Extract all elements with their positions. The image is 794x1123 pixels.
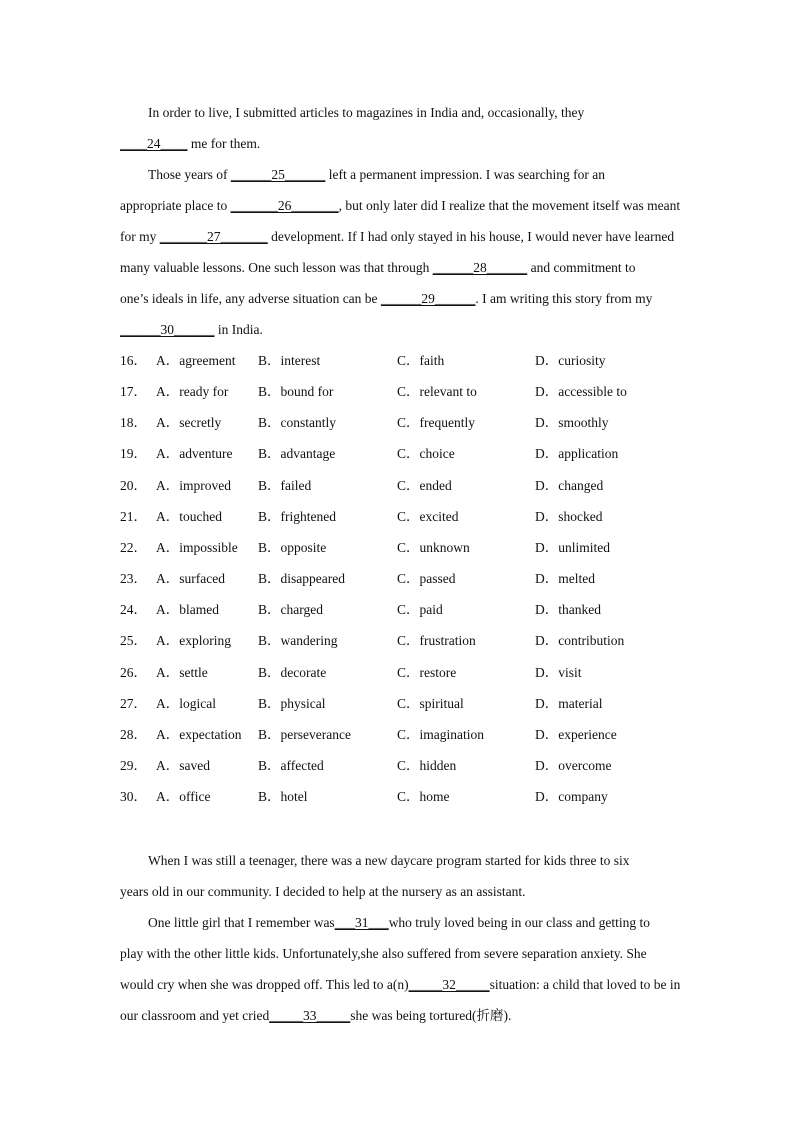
text-line [120,322,263,338]
text-line [120,198,680,214]
option-c: C．unknown [397,540,470,555]
option-b: B．affected [258,758,324,773]
option-c: C．passed [397,571,456,586]
question-number: 18． [120,415,147,430]
question-row [120,415,680,431]
answer-blank: ______28______ [432,260,528,275]
text-segment: and commitment to [527,260,636,275]
option-a: A．agreement [156,353,236,368]
question-row [120,571,680,587]
option-c: C．frustration [397,633,476,648]
question-number: 27． [120,696,147,711]
text-line [120,884,526,900]
question-number: 16． [120,353,147,368]
option-c: C．spiritual [397,696,464,711]
option-c: C．hidden [397,758,457,773]
text-line [148,853,630,869]
answer-blank: ______29______ [380,291,476,306]
option-a: A．settle [156,665,208,680]
option-b: B．failed [258,478,312,493]
option-d: D．company [535,789,608,804]
option-b: B．constantly [258,415,336,430]
text-line [120,291,652,307]
option-a: A．office [156,789,211,804]
option-d: D．unlimited [535,540,610,555]
text-segment: One little girl that I remember was [148,915,335,930]
text-segment: situation: a child that loved to be in [489,977,681,992]
option-a: A．expectation [156,727,242,742]
option-d: D．curiosity [535,353,606,368]
text-segment: in India. [214,322,263,337]
text-line [120,977,680,993]
question-row [120,696,680,712]
question-number: 30． [120,789,147,804]
answer-blank: ___31___ [334,915,389,930]
option-b: B．disappeared [258,571,345,586]
option-c: C．relevant to [397,384,477,399]
question-number: 28． [120,727,147,742]
answer-blank: _______26_______ [230,198,339,213]
question-row [120,540,680,556]
option-c: C．frequently [397,415,475,430]
question-number: 25． [120,633,147,648]
text-segment: When I was still a teenager, there was a new daycare program started for kids three to six [148,853,630,868]
text-segment: she was being tortured(折磨). [350,1008,512,1023]
option-b: B．wandering [258,633,338,648]
text-segment: would cry when she was dropped off. This led to a(n) [120,977,409,992]
text-segment: years old in our community. I decided to help at the nursery as an assistant. [120,884,526,899]
option-c: C．ended [397,478,452,493]
text-line [148,105,584,121]
option-d: D．overcome [535,758,612,773]
answer-blank: _______27_______ [159,229,268,244]
option-b: B．interest [258,353,321,368]
text-segment: . I am writing this story from my [475,291,653,306]
option-c: C．excited [397,509,459,524]
option-b: B．opposite [258,540,327,555]
text-line [148,915,650,931]
option-d: D．melted [535,571,595,586]
option-a: A．ready for [156,384,229,399]
option-a: A．touched [156,509,222,524]
text-line [148,167,605,183]
option-a: A．adventure [156,446,233,461]
text-segment: Those years of [148,167,231,182]
answer-blank: ____24____ [120,136,188,151]
option-d: D．visit [535,665,582,680]
text-segment: development. If I had only stayed in his house, I would never have learned [267,229,675,244]
question-number: 23． [120,571,147,586]
question-row [120,789,680,805]
text-segment: who truly loved being in our class and getting to [388,915,651,930]
text-segment: me for them. [187,136,261,151]
question-row [120,509,680,525]
text-segment: left a permanent impression. I was searching for an [325,167,606,182]
answer-blank: _____32_____ [408,977,490,992]
question-row [120,758,680,774]
question-number: 17． [120,384,147,399]
option-c: C．restore [397,665,457,680]
option-c: C．imagination [397,727,484,742]
question-row [120,353,680,369]
option-b: B．perseverance [258,727,351,742]
option-c: C．choice [397,446,455,461]
option-d: D．application [535,446,619,461]
text-line [120,260,636,276]
question-number: 29． [120,758,147,773]
text-line [120,229,674,245]
option-c: C．home [397,789,450,804]
option-a: A．saved [156,758,210,773]
question-number: 22． [120,540,147,555]
option-d: D．accessible to [535,384,627,399]
text-segment: for my [120,229,160,244]
option-d: D．experience [535,727,617,742]
option-b: B．charged [258,602,323,617]
question-row [120,633,680,649]
text-line [120,136,260,152]
option-a: A．secretly [156,415,222,430]
option-b: B．hotel [258,789,308,804]
text-segment: play with the other little kids. Unfortunately,she also suffered from severe separation anxiety. She [120,946,647,961]
option-a: A．impossible [156,540,238,555]
question-number: 26． [120,665,147,680]
question-row [120,602,680,618]
option-b: B．advantage [258,446,336,461]
question-row [120,384,680,400]
text-segment: In order to live, I submitted articles to magazines in India and, occasionally, they [148,105,585,120]
option-b: B．bound for [258,384,334,399]
option-c: C．paid [397,602,443,617]
option-b: B．physical [258,696,326,711]
option-a: A．surfaced [156,571,225,586]
answer-blank: _____33_____ [269,1008,351,1023]
text-segment: one’s ideals in life, any adverse situation can be [120,291,381,306]
text-segment: appropriate place to [120,198,231,213]
question-number: 19． [120,446,147,461]
question-number: 24． [120,602,147,617]
option-a: A．blamed [156,602,219,617]
option-b: B．frightened [258,509,336,524]
question-row [120,665,680,681]
option-c: C．faith [397,353,445,368]
option-a: A．logical [156,696,216,711]
option-d: D．material [535,696,603,711]
answer-blank: ______25______ [230,167,326,182]
answer-blank: ______30______ [120,322,215,337]
option-d: D．thanked [535,602,601,617]
question-row [120,446,680,462]
text-segment: , but only later did I realize that the movement itself was meant [338,198,681,213]
option-d: D．contribution [535,633,625,648]
option-a: A．exploring [156,633,231,648]
question-number: 21． [120,509,147,524]
text-line [120,1008,511,1024]
option-d: D．smoothly [535,415,609,430]
option-b: B．decorate [258,665,327,680]
question-row [120,727,680,743]
option-d: D．changed [535,478,604,493]
question-row [120,478,680,494]
option-d: D．shocked [535,509,603,524]
text-segment: many valuable lessons. One such lesson was that through [120,260,433,275]
option-a: A．improved [156,478,231,493]
question-number: 20． [120,478,147,493]
text-segment: our classroom and yet cried [120,1008,270,1023]
text-line [120,946,647,962]
